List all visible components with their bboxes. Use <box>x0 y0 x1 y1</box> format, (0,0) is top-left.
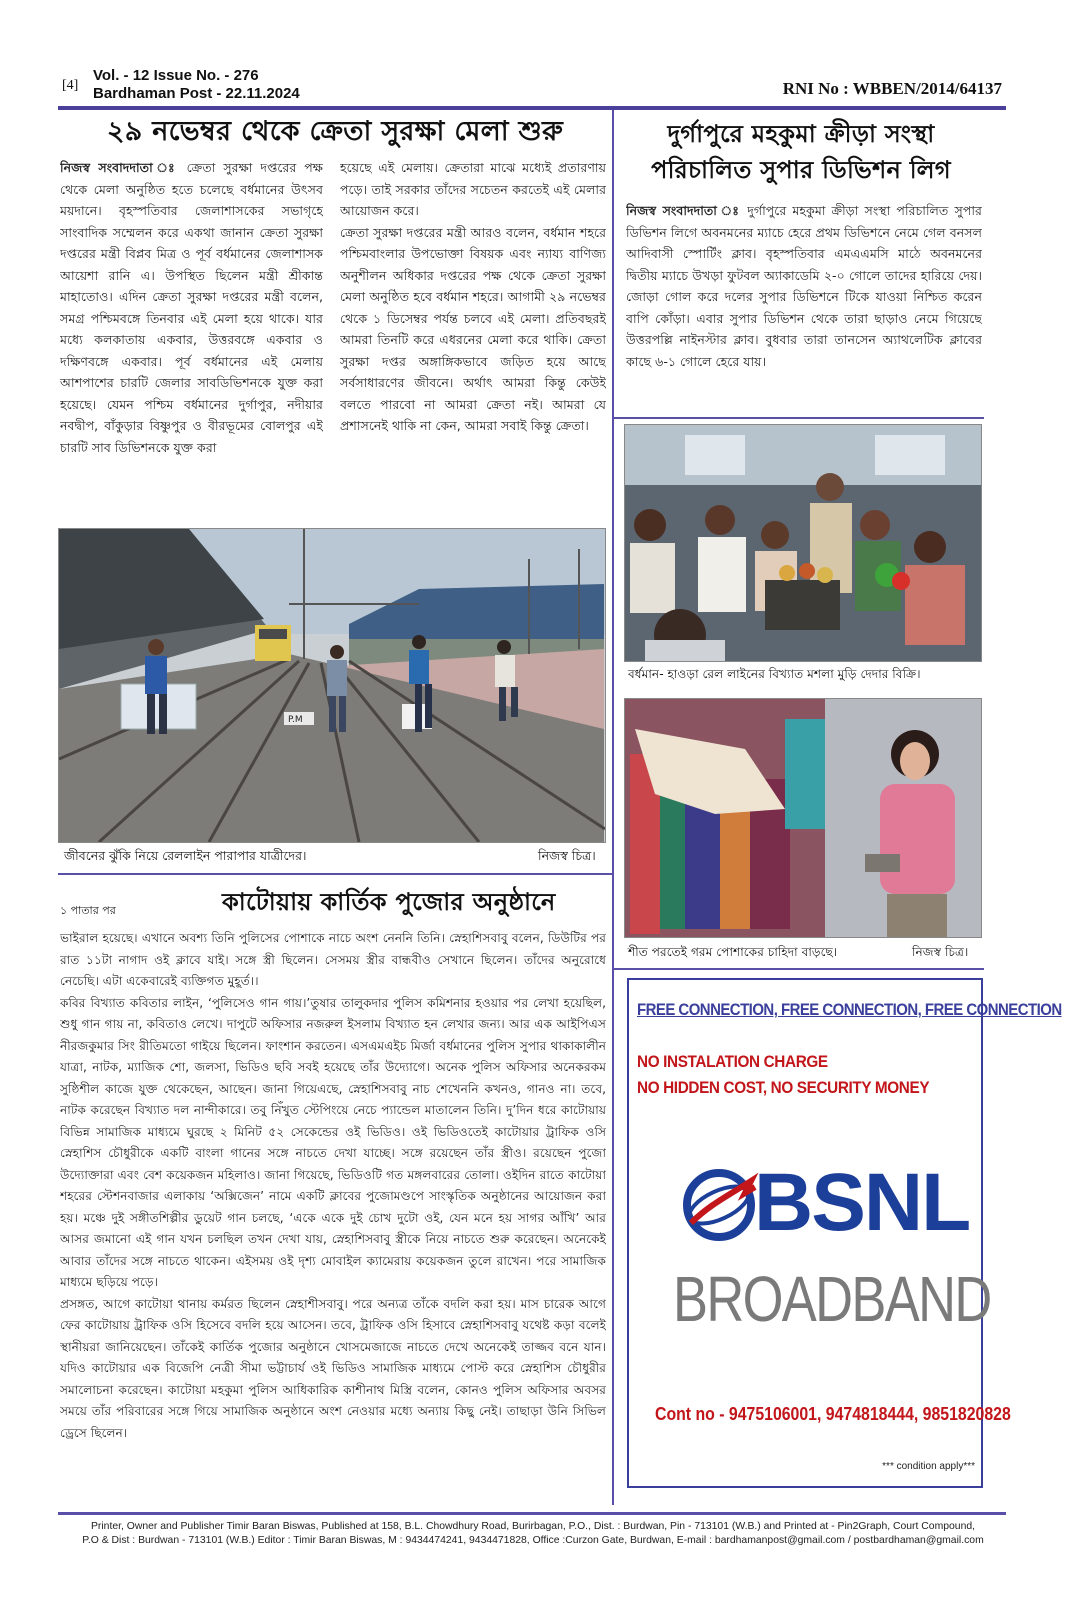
bsnl-logo-icon <box>679 1165 759 1245</box>
photo-caption: শীত পরতেই গরম পোশাকের চাহিদা বাড়ছে। <box>628 945 838 959</box>
section-divider <box>58 873 612 875</box>
ad-headline: FREE CONNECTION, FREE CONNECTION, FREE CONNECTION <box>637 1000 1062 1019</box>
issue-info <box>93 67 300 103</box>
headline-line: পরিচালিত সুপার ডিভিশন লিগ <box>651 156 951 184</box>
imprint-footer <box>60 1520 1006 1548</box>
volume-issue: Vol. - 12 Issue No. - 276 <box>93 67 259 84</box>
column-divider <box>612 110 614 1505</box>
article-headline <box>618 116 984 188</box>
section-divider <box>614 417 984 419</box>
ad-offer-line: NO HIDDEN COST, NO SECURITY MONEY <box>637 1078 930 1097</box>
photo-caption: জীবনের ঝুঁকি নিয়ে রেললাইন পারাপার যাত্রীদের। <box>64 848 307 863</box>
photo-credit: নিজস্ব চিত্র। <box>538 848 596 863</box>
article-column <box>626 200 982 412</box>
article-text: প্রসঙ্গত, আগে কাটোয়া থানায় কর্মরত ছিলেন স্নেহাশীসবাবু। পরে অন্যত্র তাঁকে বদলি করা হয়। মাস চারেক আগে ফের কাটোয়ায় ট্রাফিক ওসি হিসেবে বদলি হয়ে আসেন। তবে, ট্রাফিক ওসি হিসাবে স্নেহাশিসবাবু যথেষ্ট কড়া বলেই স্থানীয়রা জানিয়েছেন। তাঁকেই কার্তিক পুজোর অনুষ্ঠানে খোসমেজাজে নাচতে দেখে অনেকেই তাজ্জব বনে যান। যদিও কাটোয়ার এক বিজেপি নেত্রী সীমা ভট্টাচার্য ওই ভিডিও সামাজিক মাধ্যমে পোস্ট করে স্নেহাশিস চৌধুরীর সমালোচনা করেছেন। কাটোয়া মহকুমা পুলিস আধিকারিক কাশীনাথ মিস্ত্রি বলেন, কোনও পুলিস অফিসার অবসর সময়ে তাঁর পরিবারের সঙ্গে গিয়ে সামাজিক অনুষ্ঠানে অংশ নেওয়ার মধ্যে অন্যায় কিছু নেই। তাছাড়া উনি সিভিল ড্রেসে ছিলেন। <box>60 1296 606 1440</box>
train-vendor-image <box>625 425 981 661</box>
article-headline: কাটোয়ায় কার্তিক পুজোর অনুষ্ঠানে <box>222 888 556 916</box>
ad-offer-line: NO INSTALATION CHARGE <box>637 1052 828 1071</box>
headline-line: দুর্গাপুরে মহকুমা ক্রীড়া সংস্থা <box>667 120 935 148</box>
section-divider <box>614 968 984 970</box>
railway-photo <box>58 528 606 843</box>
train-vendor-photo <box>624 424 982 662</box>
bsnl-brand: BSNL <box>754 1157 970 1248</box>
article-text: ভাইরাল হয়েছে। এখানে অবশ্য তিনি পুলিসের পোশাকে নাচে অংশ নেননি তিনি। স্নেহাশিসবাবু বলেন, ডিউটির পর রাত ১১টা নাগাদ ওই ক্লাবে যাই। সঙ্গে স্ত্রী ছিলেন। সেসময় স্ত্রীর বান্ধবীও সেখানে ছিলেন। তাঁদের অনুরোধে নেচেছি। এটা একেবারেই ব্যক্তিগত মুহূর্ত।। <box>60 931 606 988</box>
byline: নিজস্ব সংবাদদাতা ঃ <box>626 203 742 218</box>
ad-contact: Cont no - 9475106001, 9474818444, 9851820828 <box>655 1404 1011 1424</box>
article-column <box>60 928 606 1506</box>
bsnl-advertisement <box>627 978 1062 1488</box>
clothes-shop-image <box>625 699 981 937</box>
page-number: [4] <box>62 78 79 93</box>
broadband-label: BROADBAND <box>673 1263 991 1335</box>
article-column <box>60 157 323 519</box>
paper-date: Bardhaman Post - 22.11.2024 <box>93 85 300 102</box>
article-text: হয়েছে এই মেলায়। ক্রেতারা মাঝে মধ্যেই প্রতারণায় পড়ে। তাই সরকার তাঁদের সচেতন করতেই এই মেলার আয়োজন করে। <box>340 160 606 218</box>
article-headline: ২৯ নভেম্বর থেকে ক্রেতা সুরক্ষা মেলা শুরু <box>106 116 564 147</box>
shop-photo <box>624 698 982 938</box>
imprint-line: P.O & Dist : Burdwan - 713101 (W.B.) Editor : Timir Baran Biswas, M : 9434474241, 9434471828, Office :Curzon Gate, Burdwan, E-mail : bardhamanpost@gmail.com / postbardhaman@gmail.com <box>82 1535 984 1546</box>
imprint-line: Printer, Owner and Publisher Timir Baran Biswas, Published at 158, B.L. Chowdhury Road, Burirbagan, P.O., Dist. : Burdwan, Pin - 713101 (W.B.) and Printed at - Pin2Graph, Court Compound, <box>90 1521 976 1532</box>
article-text: ক্রেতা সুরক্ষা দপ্তরের পক্ষ থেকে মেলা অনুষ্ঠিত হতে চলেছে বর্ধমানের উৎসব ময়দানে। বৃহস্পতিবার জেলাশাসকের সভাগৃহে সাংবাদিক সম্মেলন করে একথা জানান ক্রেতা সুরক্ষা দপ্তরের মন্ত্রী বিপ্লব মিত্র ও পূর্ব বর্ধমানের জেলাশাসক আয়েশা রানি এ। উপস্থিত ছিলেন মন্ত্রী শ্রীকান্ত মাহাতোও। এদিন ক্রেতা সুরক্ষা দপ্তরের মন্ত্রী বলেন, সমগ্র পশ্চিমবঙ্গে তিনবার এই মেলা হয়ে থাকে। যার মধ্যে কলকাতায় একবার, উত্তরবঙ্গে একবার ও দক্ষিণবঙ্গে একবার। পূর্ব বর্ধমানের এই মেলায় আশপাশের চারটি জেলার সাবডিভিশনকে যুক্ত করা হয়েছে। যেমন পশ্চিম বর্ধমানের দুর্গাপুর, নদীয়ার নবদ্বীপ, বাঁকুড়ার বিষ্ণুপুর ও বীরভূমের বোলপুর এই চারটি সাব ডিভিশনকে যুক্ত করা <box>60 160 323 455</box>
railway-scene-image <box>59 529 605 842</box>
photo-caption: বর্ধমান- হাওড়া রেল লাইনের বিখ্যাত মশলা মুড়ি দেদার বিক্রি। <box>628 667 921 681</box>
article-column <box>340 157 606 519</box>
article-text: দুর্গাপুরে মহকুমা ক্রীড়া সংস্থা পরিচালিত সুপার ডিভিশন লিগে অবনমনের ম্যাচে হেরে প্রথম ডিভিশনে নেমে গেল বনসল আদিবাসী স্পোর্টিং ক্লাব। বৃহস্পতিবার এমএএমসি মাঠে অবনমনের দ্বিতীয় ম্যাচে উখড়া ফুটবল অ্যাকাডেমি ২-০ গোলে তাদের হারিয়ে দেয়। জোড়া গোল করে দলের সুপার ডিভিশনে টিকে যাওয়া নিশ্চিত করেন বাপি কোঁড়া। এবার সুপার ডিভিশন থেকে তারা ছাড়াও নেমে গিয়েছে উত্তরপল্লি নাইনস্টার ক্লাব। বুধবার তারা তানসেন অ্যাথলেটিক ক্লাবের কাছে ৬-১ গোলে হেরে যায়। <box>626 203 982 369</box>
masthead-rule <box>58 106 1006 110</box>
article-text: কবির বিখ্যাত কবিতার লাইন, ‘পুলিসেও গান গায়।’তুষার তালুকদার পুলিস কমিশনার হওয়ার পর লেখা হয়েছিল, শুধু গান গায় না, কবিতাও লেখে। দাপুটে অফিসার নজরুল ইসলাম বিখ্যাত হন লেখার জন্য। আর এক আইপিএস নীরজকুমার সিং রীতিমতো গাইয়ে ছিলেন। ফাংশান করতেন। এসএমএইচ মির্জা বর্ধমানের পুলিস সুপার থাকাকালীন যাত্রা, নাটক, ম্যাজিক শো, জলসা, ভিডিও ছবি সবই হয়েছে তাঁর উদ্যোগে। অনেক পুলিস অফিসার অনেকরকম সুষ্ঠিশীল কাজে যুক্ত থেকেছেন, আছেন। জানা গিয়েএছে, স্নেহাশিসবাবু নাচ শেখেননি কখনও, গানও না। তবে, নাটক করেছেন বিখ্যাত দল নান্দীকারে। তবু নিঁখুত স্টেপিংয়ে নেচে প্যান্ডেল মাতালেন তিনি। দু’দিন ধরে কাটোয়ায় বিভিন্ন সামাজিক মাধ্যমে ঘুরছে ২ মিনিট ৫২ সেকেন্ডের ওই ভিডিও। ওই ভিডিওতেই কাটোয়ার ট্রাফিক ওসি স্নেহাশিস চৌধুরীকে একটি বাংলা গানের সঙ্গে নাচতে দেখা যাচ্ছে। সঙ্গে রয়েছেন তাঁর স্ত্রীও। রয়েছেন পুজো উদ্যোক্তারা এবং বেশ কয়েকজন মহিলাও। জানা গিয়েছে, ভিডিওটি গত মঙ্গলবারের তোলা। ওইদিন রাতে কাটোয়া শহরের স্টেশনবাজার এলাকায় ‘অক্সিজেন’ নামে একটি ক্লাবের পুজোমণ্ডপে সাংস্কৃতিক অনুষ্ঠানের আয়োজন করা হয়। মঞ্চে দুই সঙ্গীতশিল্পীর ডুয়েট গান চলছে, ‘একে একে দুই চোখ দুটো ওই, যেন মনে হয় সাগর আঁখি’ আর আসর জমানো এই গান যখন চলছিল তখন দেখা যায়, স্নেহাশিসবাবু স্ত্রীকে নিয়ে নাচতে শুরু করেছেন। অনেকেই আবার তাঁদের সঙ্গে নাচতে থাকেন। এইসময় ওই দৃশ্য মোবাইল ক্যামেরায় কয়েকজন তুলে রাখেন। পরে সামাজিক মাধ্যমে ছড়িয়ে পড়ে। <box>60 995 606 1289</box>
footer-rule <box>58 1512 1006 1515</box>
article-text: ক্রেতা সুরক্ষা দপ্তরের মন্ত্রী আরও বলেন, বর্ধমান শহরে পশ্চিমবাংলার উপভোক্তা বিষয়ক এবং ন্যায্য বাণিজ্য অনুশীলন অধিকার দপ্তরের পক্ষ থেকে ক্রেতা সুরক্ষা মেলা অনুষ্ঠিত হবে বর্ধমান শহরে। আগামী ২৯ নভেম্বর থেকে ১ ডিসেম্বর পর্যন্ত চলবে এই মেলা। প্রতিবছরই আমরা তিনটি করে এধরনের মেলা করে থাকি। ক্রেতা সুরক্ষা দপ্তর অঙ্গাঙ্গিকভাবে জড়িত হয়ে আছে সর্বসাধারণের জীবনে। অর্থাৎ আমরা কিন্তু কেউই বলতে পারবো না আমরা ক্রেতা নই। আমরা যে প্রশাসনেই থাকি না কেন, আমরা সবাই কিন্তু ক্রেতা। <box>340 224 606 433</box>
rni-number: RNI No : WBBEN/2014/64137 <box>782 79 1002 98</box>
track-sign-text: P.M <box>288 715 303 725</box>
byline: নিজস্ব সংবাদদাতা ঃ <box>60 160 179 175</box>
ad-condition: *** condition apply*** <box>882 1461 975 1472</box>
photo-credit: নিজস্ব চিত্র। <box>912 945 969 959</box>
continued-label: ১ পাতার পর <box>60 904 116 917</box>
